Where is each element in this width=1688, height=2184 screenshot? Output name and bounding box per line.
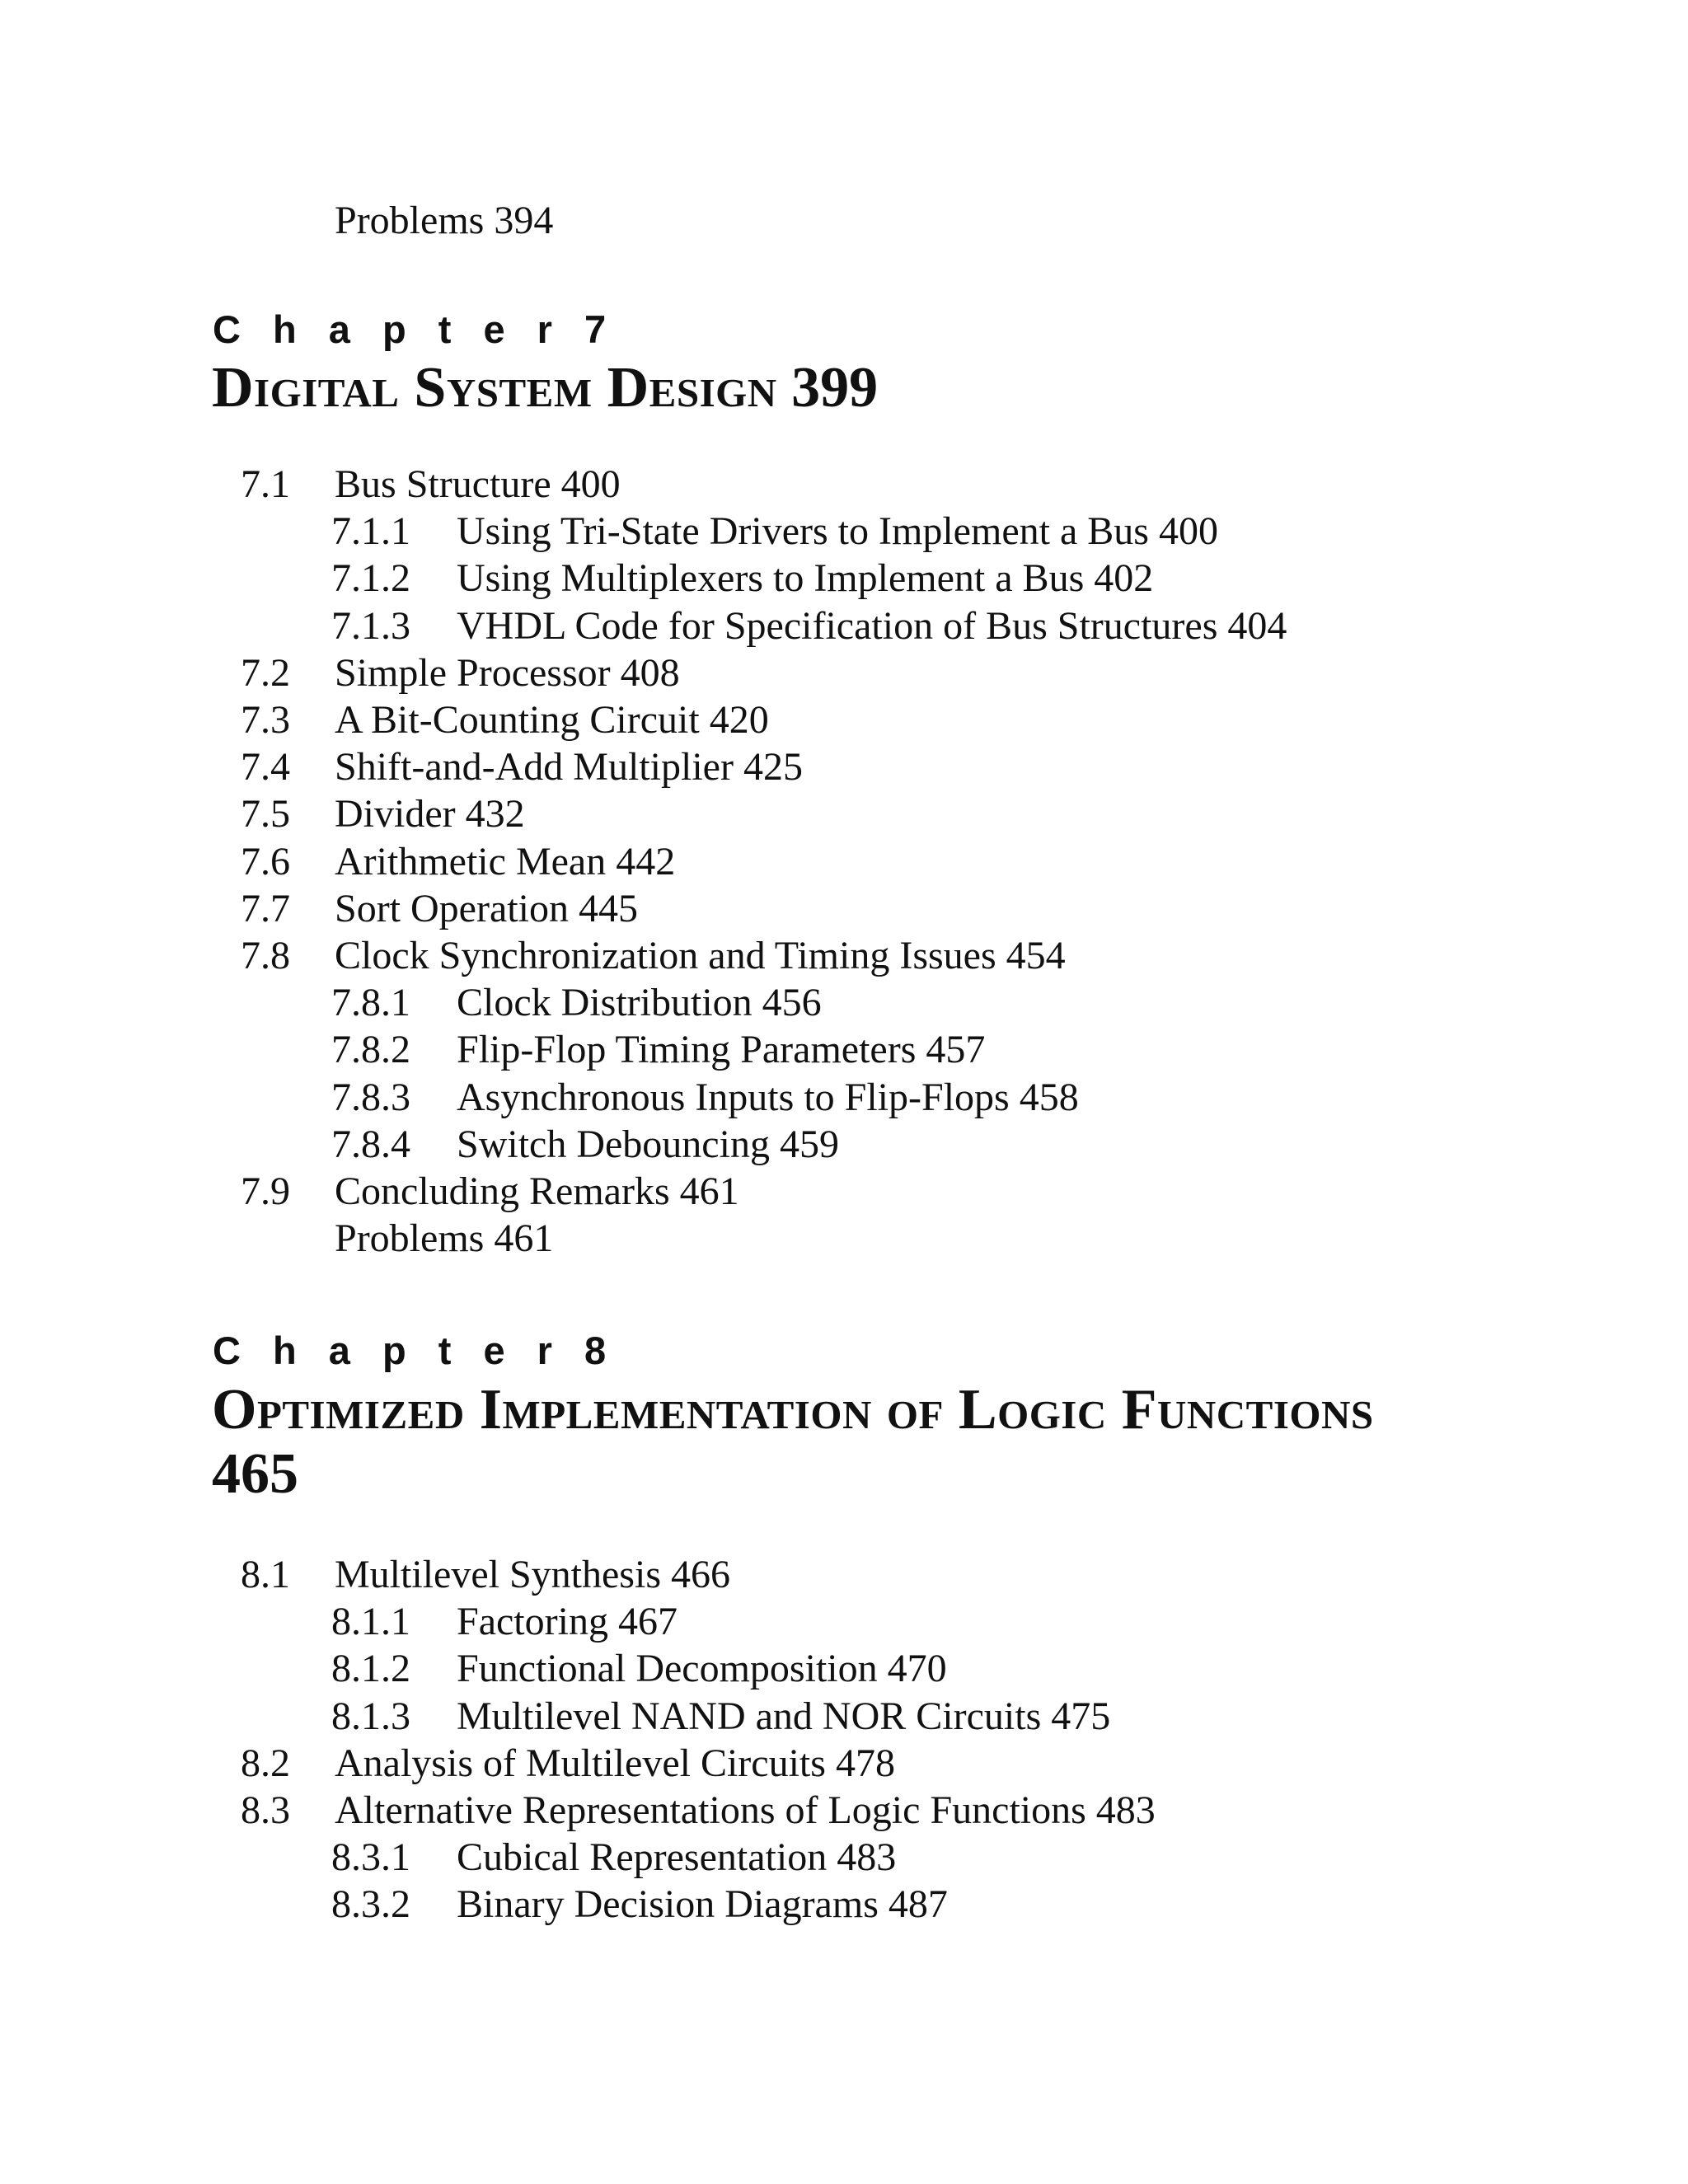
toc-entry-number: 8.1.3 bbox=[331, 1694, 410, 1738]
chapter-7-label: C h a p t e r 7 bbox=[213, 307, 617, 351]
chapter-7-title bbox=[212, 356, 878, 420]
chapter-7-title-text: Digital System Design bbox=[212, 356, 777, 419]
toc-entry-text: Cubical Representation 483 bbox=[457, 1835, 897, 1880]
toc-entry-text: Functional Decomposition 470 bbox=[457, 1647, 947, 1691]
toc-entry-text: Clock Distribution 456 bbox=[457, 981, 822, 1025]
toc-entry-number: 7.5 bbox=[241, 792, 290, 837]
toc-entry-text: Multilevel NAND and NOR Circuits 475 bbox=[457, 1694, 1111, 1738]
toc-entry-number: 7.8.1 bbox=[331, 981, 410, 1025]
toc-entry-number: 7.9 bbox=[241, 1169, 290, 1213]
toc-entry-number: 7.7 bbox=[241, 886, 290, 930]
toc-entry-number: 7.8 bbox=[241, 934, 290, 977]
toc-entry-number: 8.1.1 bbox=[331, 1600, 410, 1644]
chapter-7-title-page: 399 bbox=[791, 356, 879, 419]
toc-entry-text: Switch Debouncing 459 bbox=[457, 1122, 839, 1166]
toc-entry-number: 8.3.1 bbox=[331, 1835, 410, 1880]
toc-entry-text: Divider 432 bbox=[335, 792, 525, 837]
toc-entry-number: 7.1.3 bbox=[331, 603, 410, 648]
toc-entry-number: 8.3 bbox=[241, 1788, 290, 1832]
toc-entry-number: 8.2 bbox=[241, 1741, 290, 1785]
toc-entry-number: 7.8.3 bbox=[331, 1075, 410, 1119]
toc-entry-text: Problems 461 bbox=[335, 1216, 554, 1261]
toc-entry-text: Clock Synchronization and Timing Issues 454 bbox=[335, 934, 1066, 977]
chapter-8-title-page: 465 bbox=[212, 1442, 298, 1506]
toc-entry-number: 7.4 bbox=[241, 745, 290, 790]
toc-entry-text: Binary Decision Diagrams 487 bbox=[457, 1882, 948, 1927]
toc-entry-text: Factoring 467 bbox=[457, 1600, 678, 1644]
toc-entry-number: 8.3.2 bbox=[331, 1882, 410, 1927]
toc-entry-text: Analysis of Multilevel Circuits 478 bbox=[335, 1741, 895, 1785]
toc-entry-number: 7.8.4 bbox=[331, 1122, 410, 1166]
toc-entry-text: Asynchronous Inputs to Flip-Flops 458 bbox=[457, 1075, 1079, 1119]
chapter-8-title bbox=[212, 1378, 1374, 1442]
toc-entry-text: Flip-Flop Timing Parameters 457 bbox=[457, 1028, 986, 1072]
toc-entry-text: Arithmetic Mean 442 bbox=[335, 839, 676, 883]
toc-entry-text: Sort Operation 445 bbox=[335, 886, 638, 930]
toc-entry-number: 7.1 bbox=[241, 462, 290, 506]
toc-entry-text: Shift-and-Add Multiplier 425 bbox=[335, 745, 803, 790]
toc-entry-number: 7.2 bbox=[241, 650, 290, 695]
toc-entry-text: Using Tri-State Drivers to Implement a Bus 400 bbox=[457, 509, 1218, 554]
toc-entry-text: Multilevel Synthesis 466 bbox=[335, 1553, 730, 1596]
toc-entry-text: Using Multiplexers to Implement a Bus 402 bbox=[457, 556, 1154, 601]
toc-entry-text: Concluding Remarks 461 bbox=[335, 1169, 739, 1213]
toc-entry-text: Bus Structure 400 bbox=[335, 462, 621, 506]
chapter-8-title-text: Optimized Implementation of Logic Functions bbox=[212, 1378, 1374, 1441]
toc-entry-number: 7.1.1 bbox=[331, 509, 410, 554]
toc-entry-text: A Bit-Counting Circuit 420 bbox=[335, 698, 769, 742]
toc-entry-number: 7.3 bbox=[241, 698, 290, 742]
toc-entry-number: 7.6 bbox=[241, 839, 290, 883]
toc-entry-text: VHDL Code for Specification of Bus Structures 404 bbox=[457, 603, 1287, 648]
toc-entry-text: Simple Processor 408 bbox=[335, 650, 680, 695]
toc-entry-text: Alternative Representations of Logic Functions 483 bbox=[335, 1788, 1156, 1832]
toc-entry-number: 8.1.2 bbox=[331, 1647, 410, 1691]
chapter-8-label: C h a p t e r 8 bbox=[213, 1329, 617, 1372]
toc-entry-number: 8.1 bbox=[241, 1553, 290, 1596]
toc-entry-number: 7.8.2 bbox=[331, 1028, 410, 1072]
toc-entry-number: 7.1.2 bbox=[331, 556, 410, 601]
toc-entry-problems-394: Problems 394 bbox=[335, 199, 554, 242]
